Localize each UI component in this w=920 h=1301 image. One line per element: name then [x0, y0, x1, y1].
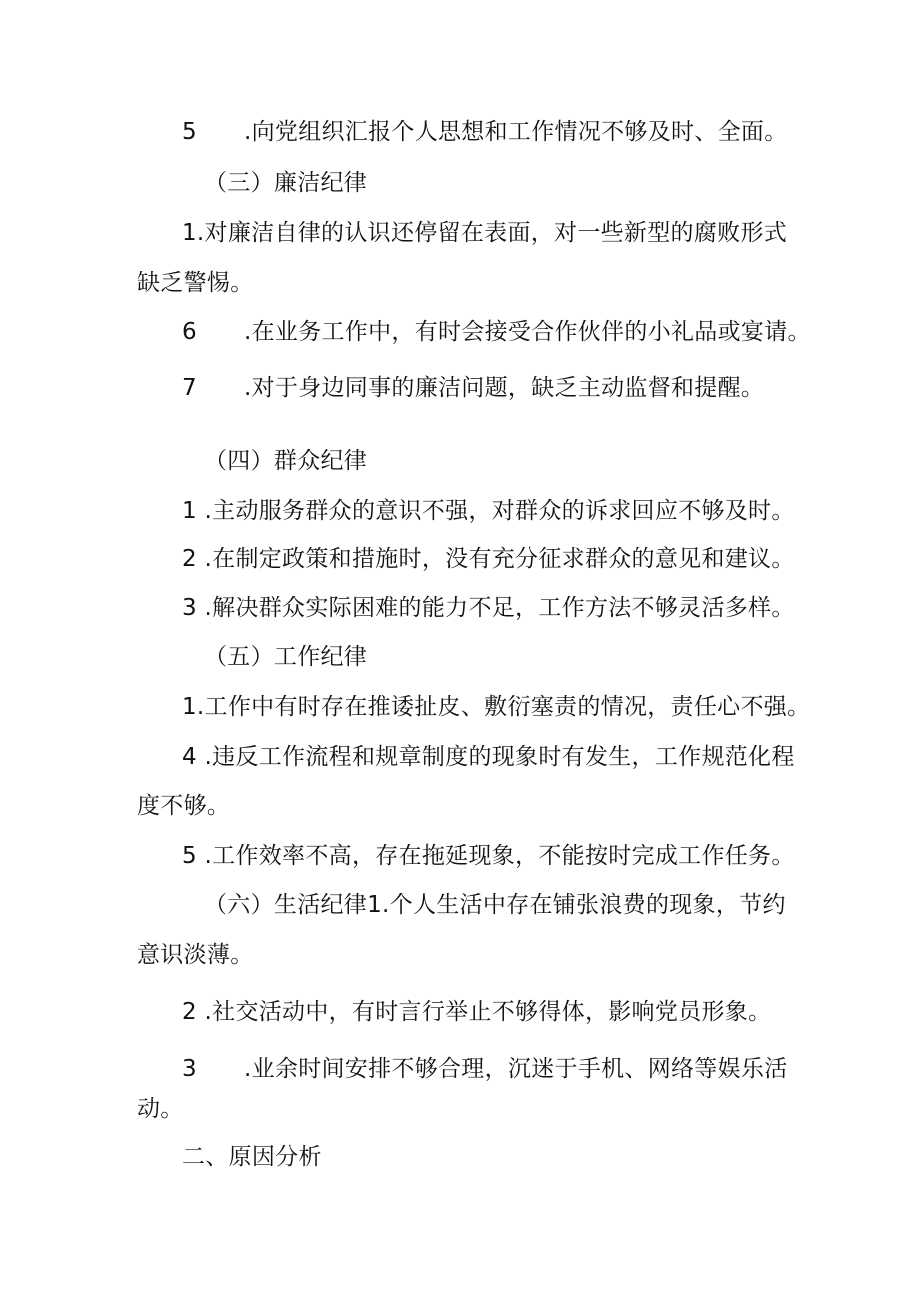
list-item-text: .对于身边同事的廉洁问题，缺乏主动监督和提醒。 [244, 375, 765, 401]
section-heading-mass: （四）群众纪律 [204, 448, 368, 474]
list-item-text: 4 .违反工作流程和规章制度的现象时有发生，工作规范化程 [182, 744, 795, 770]
list-item-text: 3 .解决群众实际困难的能力不足，工作方法不够灵活多样。 [182, 595, 795, 621]
list-item-text: 2 .社交活动中，有时言行举止不够得体，影响党员形象。 [182, 999, 772, 1025]
list-item-text: 2 .在制定政策和措施时，没有充分征求群众的意见和建议。 [182, 546, 795, 572]
section-heading-integrity: （三）廉洁纪律 [204, 170, 368, 196]
section-heading-life: （六）生活纪律1.个人生活中存在铺张浪费的现象，节约 [204, 892, 786, 918]
chapter-heading-cause-analysis: 二、原因分析 [182, 1144, 322, 1170]
list-item-text: .向党组织汇报个人思想和工作情况不够及时、全面。 [244, 119, 788, 145]
list-item-text: 1.工作中有时存在推诿扯皮、敷衍塞责的情况，责任心不强。 [182, 694, 811, 720]
list-item-text: 1 .主动服务群众的意识不强，对群众的诉求回应不够及时。 [182, 498, 795, 524]
list-item-continuation: 度不够。 [137, 793, 231, 819]
item-number: 3 [182, 1056, 197, 1082]
list-item-continuation: 意识淡薄。 [137, 942, 254, 968]
list-item-text: .在业务工作中，有时会接受合作伙伴的小礼品或宴请。 [244, 319, 811, 345]
section-heading-work: （五）工作纪律 [204, 644, 368, 670]
list-item-text: .业余时间安排不够合理，沉迷于手机、网络等娱乐活 [244, 1056, 788, 1082]
list-item-text: 5 .工作效率不高，存在拖延现象，不能按时完成工作任务。 [182, 843, 795, 869]
list-item-text: 1.对廉洁自律的认识还停留在表面，对一些新型的腐败形式 [182, 220, 788, 246]
list-item-continuation: 动。 [137, 1096, 184, 1122]
list-item-continuation: 缺乏警惕。 [137, 270, 254, 296]
item-number: 7 [182, 375, 197, 401]
item-number: 5 [182, 119, 197, 145]
item-number: 6 [182, 319, 197, 345]
